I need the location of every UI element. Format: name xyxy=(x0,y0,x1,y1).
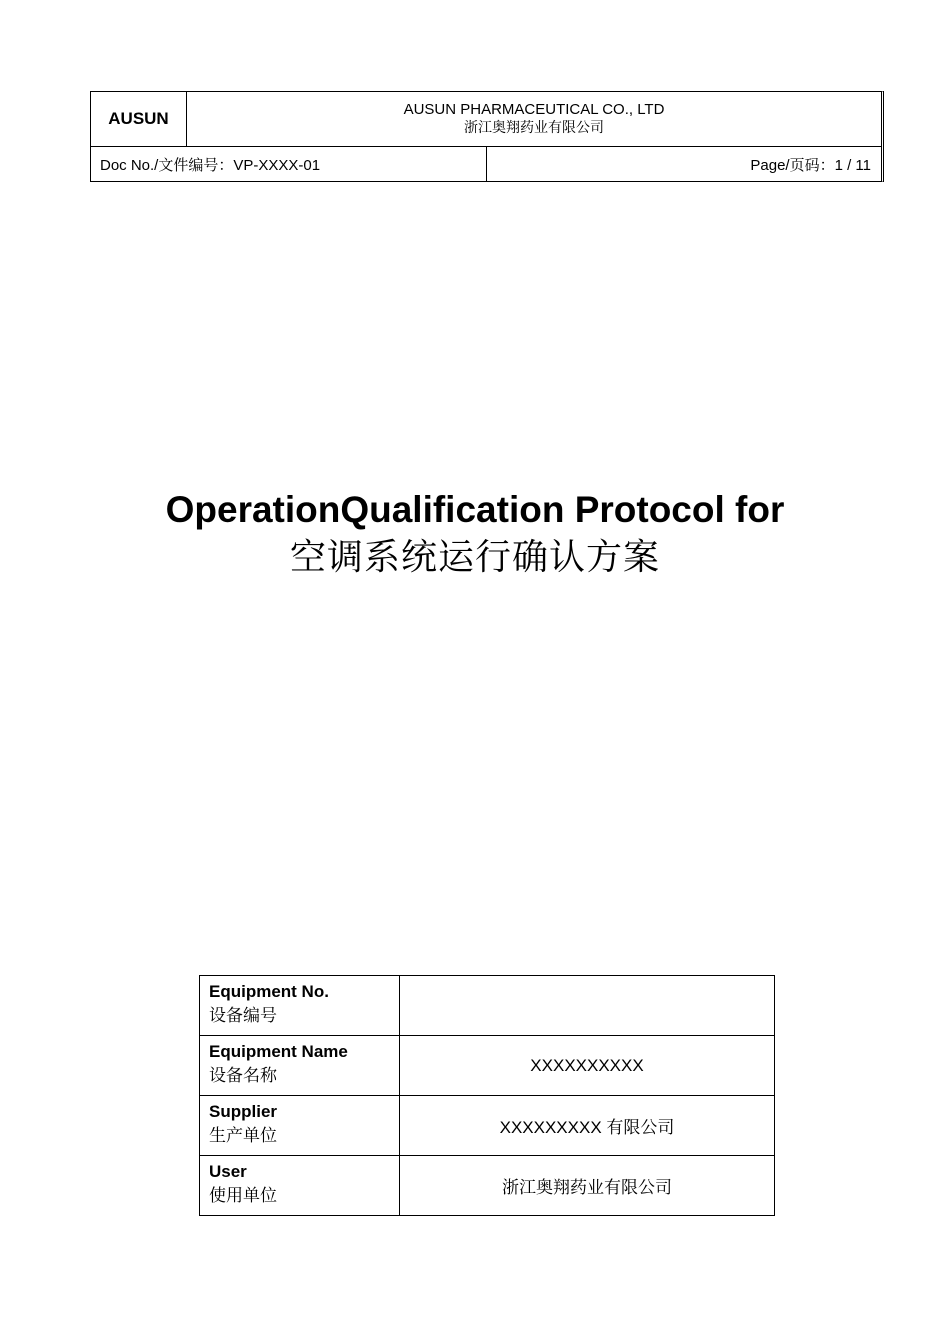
table-row xyxy=(200,1036,775,1096)
label-cn: 设备名称 xyxy=(209,1066,277,1086)
company-name-cell xyxy=(187,92,881,146)
company-name-cn: 浙江奥翔药业有限公司 xyxy=(464,120,604,136)
equipment-no-value xyxy=(400,976,775,1036)
page-number: Page/页码：1 / 11 xyxy=(750,156,871,174)
document-header xyxy=(90,91,884,182)
doc-number: Doc No./文件编号：VP-XXXX-01 xyxy=(91,147,487,181)
label-en: Supplier xyxy=(209,1102,278,1121)
company-name-en: AUSUN PHARMACEUTICAL CO., LTD xyxy=(403,101,665,118)
header-row-company xyxy=(91,92,881,147)
label-en: User xyxy=(209,1162,247,1181)
label-cn: 设备编号 xyxy=(209,1006,277,1026)
company-logo: AUSUN xyxy=(91,92,187,146)
table-row xyxy=(200,1096,775,1156)
header-row-docinfo xyxy=(91,147,881,181)
equipment-name-label xyxy=(200,1036,400,1096)
user-label xyxy=(200,1156,400,1216)
label-cn: 使用单位 xyxy=(209,1186,277,1206)
equipment-name-value: XXXXXXXXXX xyxy=(400,1036,775,1096)
label-cn: 生产单位 xyxy=(209,1126,277,1146)
supplier-value: XXXXXXXXX 有限公司 xyxy=(400,1096,775,1156)
table-row xyxy=(200,1156,775,1216)
supplier-label xyxy=(200,1096,400,1156)
label-en: Equipment Name xyxy=(209,1042,348,1061)
table-row xyxy=(200,976,775,1036)
user-value: 浙江奥翔药业有限公司 xyxy=(400,1156,775,1216)
equipment-no-label xyxy=(200,976,400,1036)
document-title-en: OperationQualification Protocol for xyxy=(165,489,785,530)
label-en: Equipment No. xyxy=(209,982,329,1001)
document-title-cn: 空调系统运行确认方案 xyxy=(289,537,660,578)
equipment-info-table xyxy=(199,975,775,1216)
